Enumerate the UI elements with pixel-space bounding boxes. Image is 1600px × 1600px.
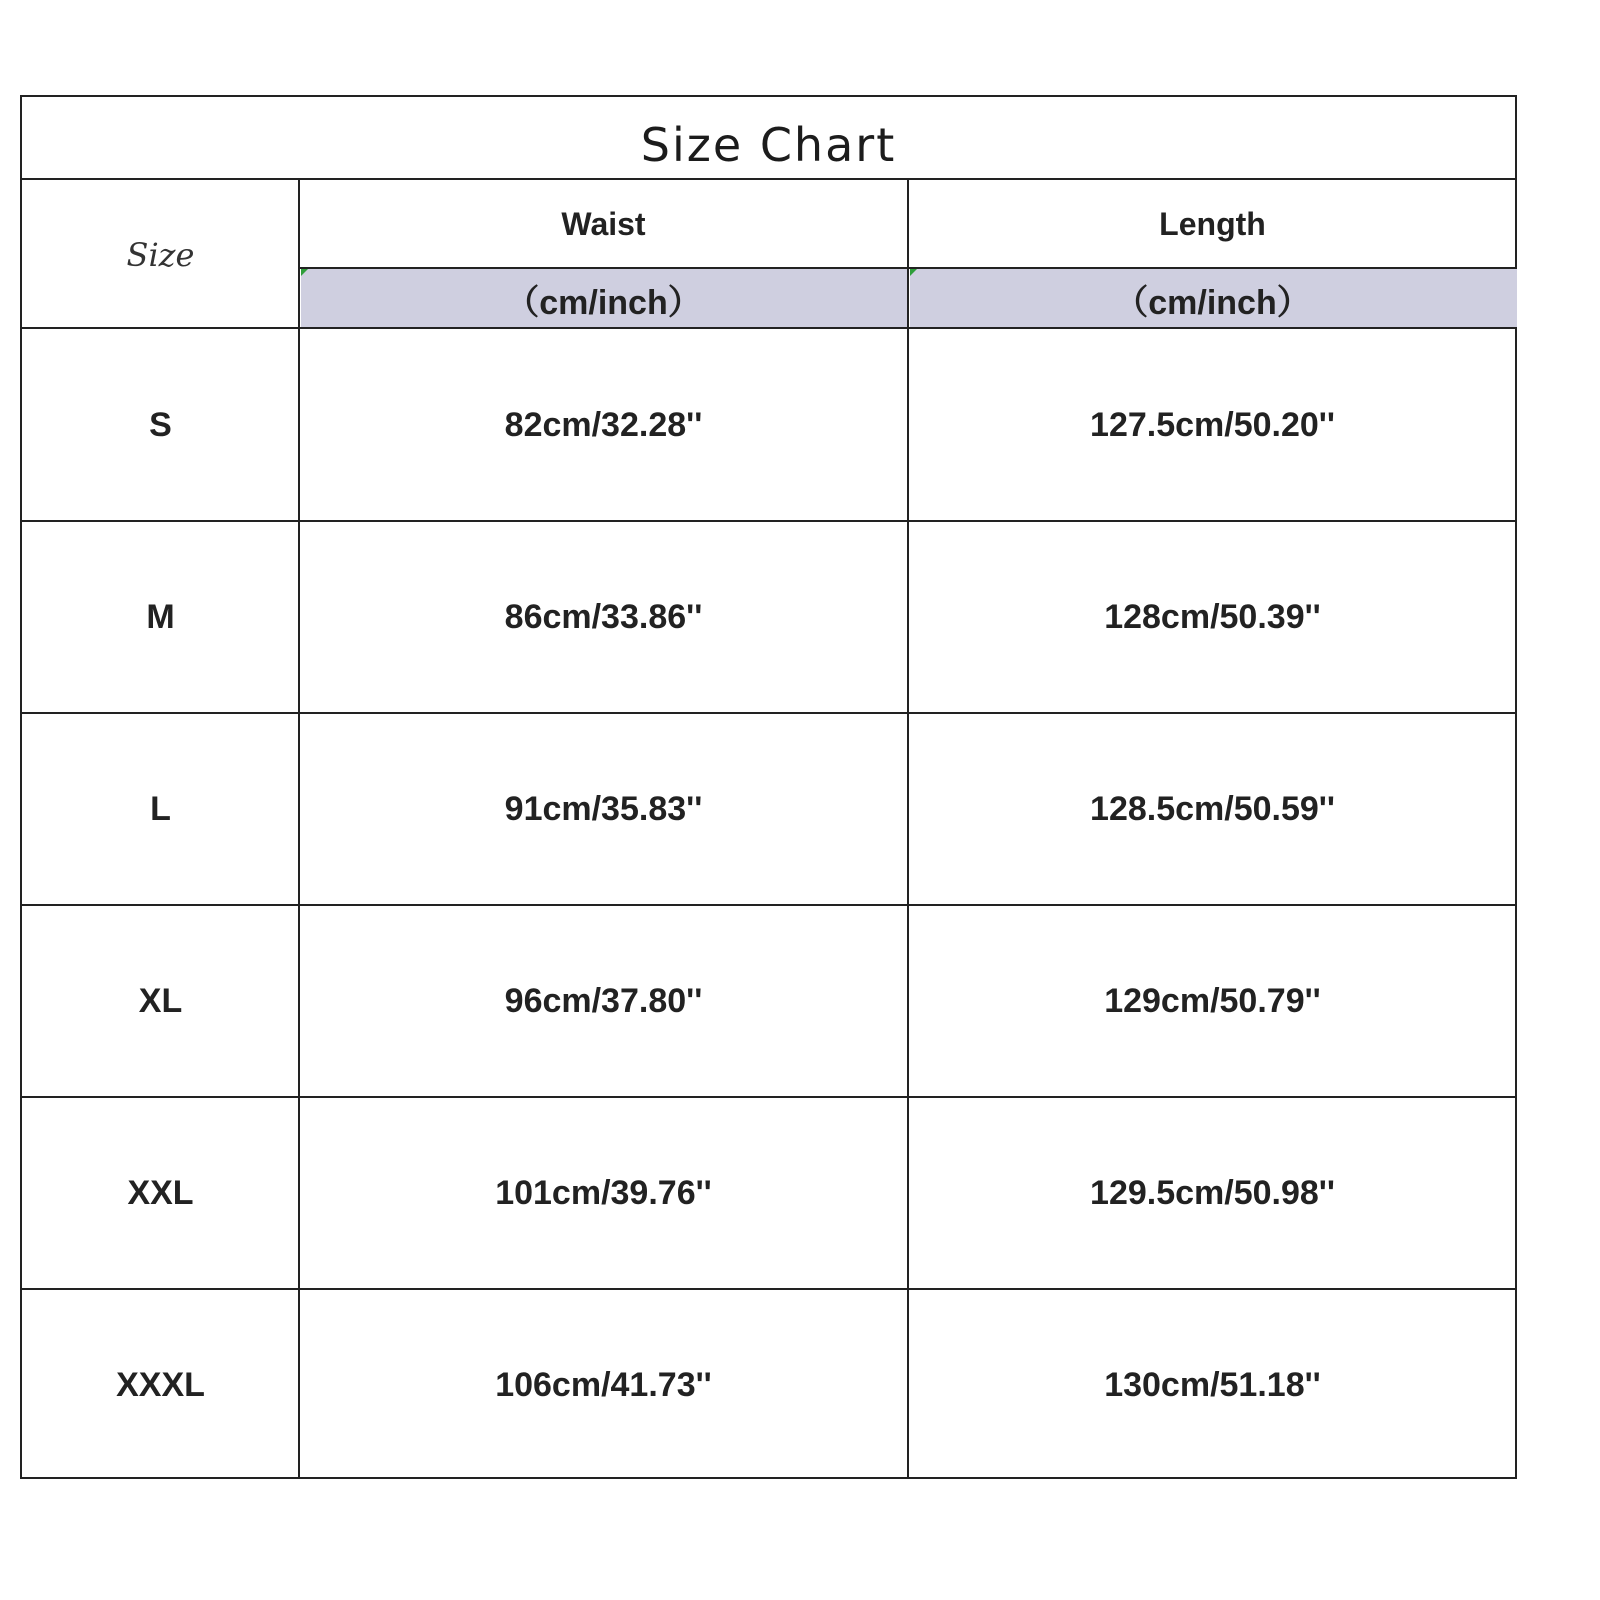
- length-cell: 128.5cm/50.59'': [1090, 789, 1335, 828]
- waist-header: Waist: [561, 205, 646, 242]
- size-cell: M: [146, 597, 175, 636]
- length-header: Length: [1159, 205, 1266, 242]
- waist-cell: 101cm/39.76'': [495, 1173, 712, 1212]
- length-cell: 129.5cm/50.98'': [1090, 1173, 1335, 1212]
- length-cell: 128cm/50.39'': [1104, 597, 1321, 636]
- length-unit: （cm/inch）: [1114, 283, 1311, 322]
- chart-title: Size Chart: [640, 117, 897, 172]
- waist-cell: 106cm/41.73'': [495, 1365, 712, 1404]
- waist-cell: 86cm/33.86'': [504, 597, 703, 636]
- size-header: Size: [126, 235, 195, 274]
- length-cell: 127.5cm/50.20'': [1090, 405, 1335, 444]
- size-cell: XL: [138, 981, 183, 1020]
- length-cell: 130cm/51.18'': [1104, 1365, 1321, 1404]
- waist-cell: 91cm/35.83'': [504, 789, 703, 828]
- waist-unit: （cm/inch）: [505, 283, 702, 322]
- waist-cell: 96cm/37.80'': [504, 981, 703, 1020]
- size-cell: XXXL: [116, 1365, 205, 1404]
- size-chart-table: [20, 95, 1517, 1479]
- waist-cell: 82cm/32.28'': [504, 405, 703, 444]
- size-cell: L: [150, 789, 171, 828]
- size-cell: XXL: [127, 1173, 194, 1212]
- title-row: [22, 97, 1515, 180]
- length-cell: 129cm/50.79'': [1104, 981, 1321, 1020]
- size-cell: S: [149, 405, 172, 444]
